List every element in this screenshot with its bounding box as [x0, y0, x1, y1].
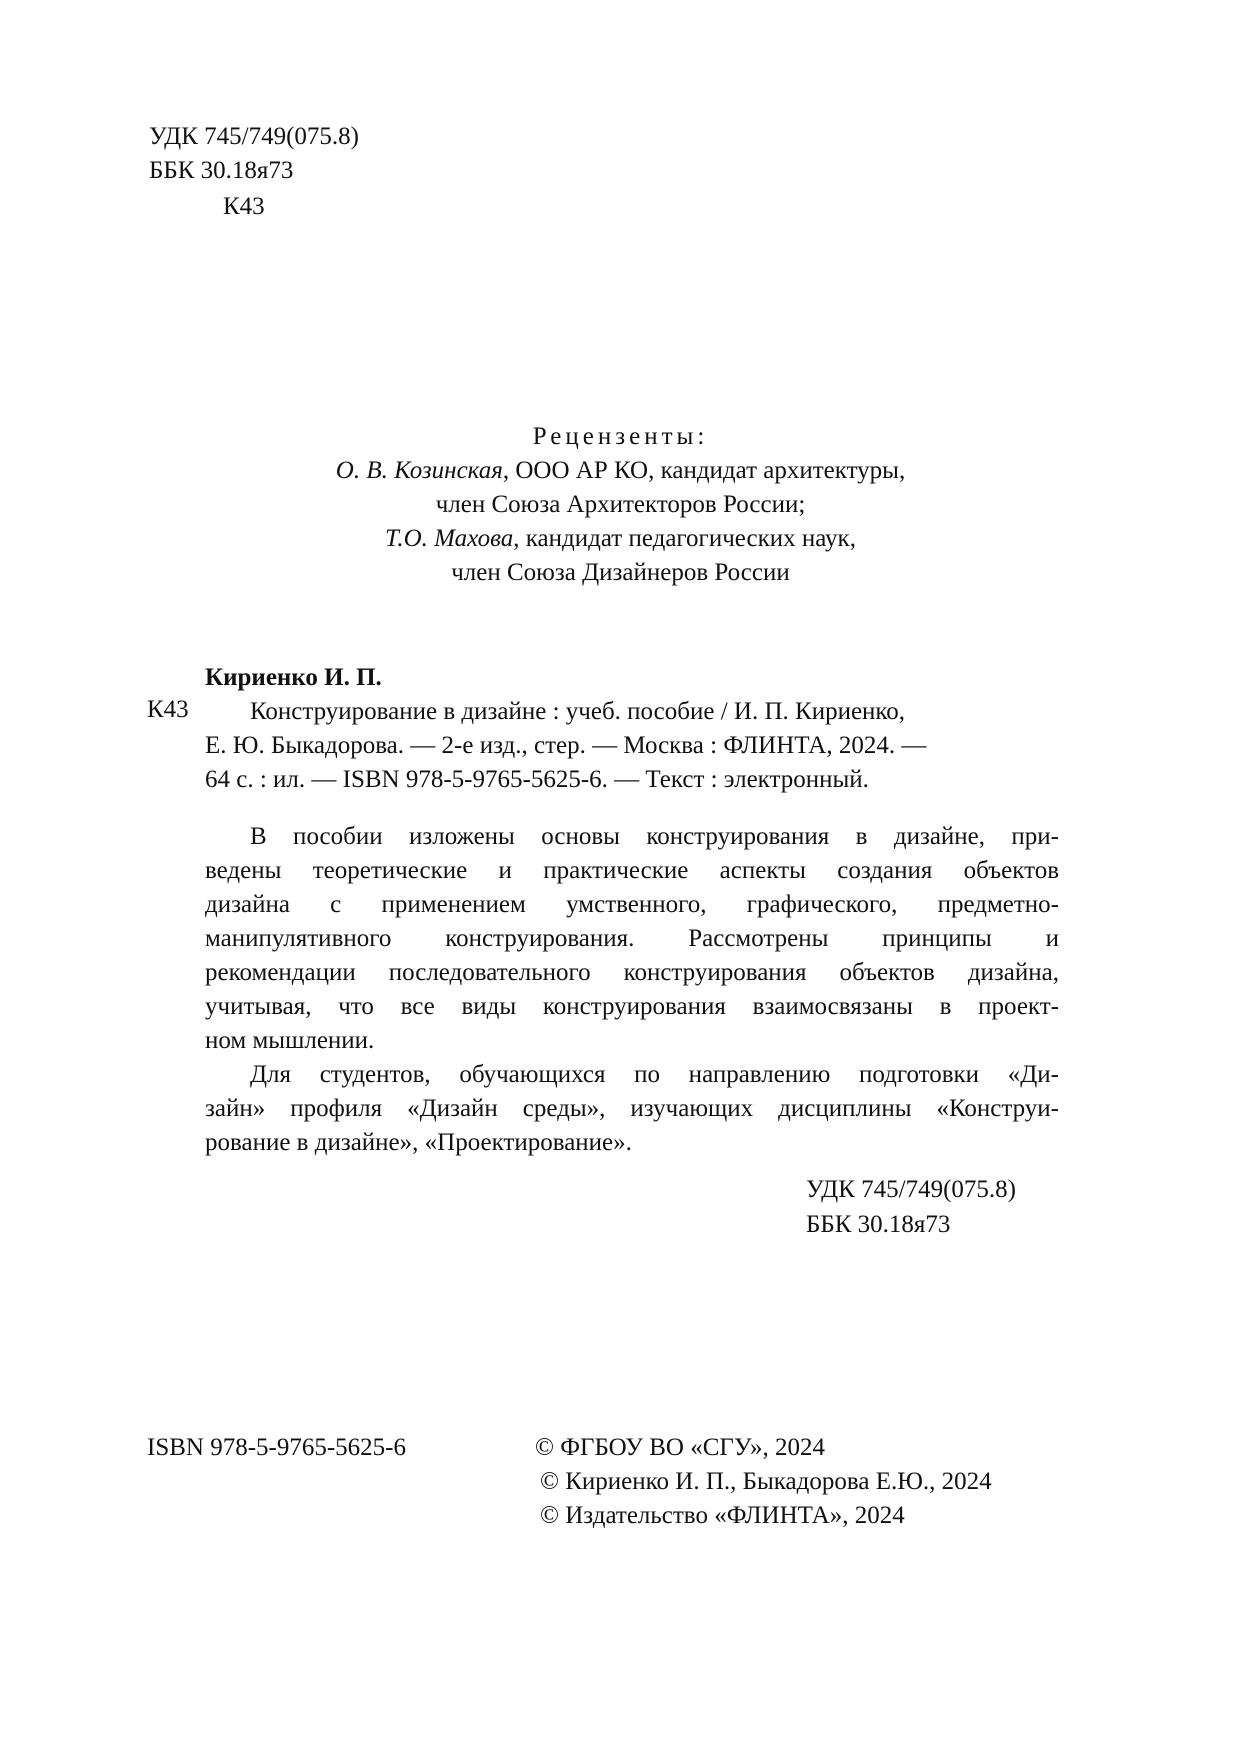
udk-code-top: УДК 745/749(075.8)	[149, 123, 359, 150]
isbn: ISBN 978-5-9765-5625-6	[147, 1434, 407, 1461]
entry-author-sign: К43	[147, 696, 189, 723]
copyright-line: © ФГБОУ ВО «СГУ», 2024	[535, 1434, 825, 1461]
reviewers-heading: Рецензенты:	[532, 423, 709, 450]
entry-desc-line: Конструирование в дизайне : учеб. пособие / И. П. Кириенко,	[250, 698, 906, 725]
reviewer-2-info: , кандидат педагогических наук,	[513, 525, 856, 552]
abstract	[205, 820, 1059, 1160]
copyright-line: © Издательство «ФЛИНТА», 2024	[540, 1502, 905, 1529]
abstract-line: ном мышлении.	[205, 1027, 375, 1054]
abstract-line: учитывая, что все виды конструирования взаимосвязаны в проект-	[205, 993, 1059, 1020]
entry-desc-line: 64 с. : ил. — ISBN 978-5-9765-5625-6. — Текст : электронный.	[205, 766, 869, 793]
bbk-code-top: ББК 30.18я73	[149, 157, 294, 184]
copyright-line: © Кириенко И. П., Быкадорова Е.Ю., 2024	[540, 1468, 992, 1495]
abstract-line: ведены теоретические и практические аспекты создания объектов	[205, 857, 1059, 884]
reviewer-1-membership: член Союза Архитекторов России;	[435, 491, 806, 518]
entry-author: Кириенко И. П.	[205, 664, 382, 691]
abstract-line: Для студентов, обучающихся по направлению подготовки «Ди-	[250, 1061, 1059, 1088]
udk-code-bottom: УДК 745/749(075.8)	[806, 1176, 1016, 1203]
entry-desc-line: Е. Ю. Быкадорова. — 2-е изд., стер. — Москва : ФЛИНТА, 2024. —	[205, 732, 927, 759]
bbk-code-bottom: ББК 30.18я73	[806, 1211, 951, 1238]
abstract-line: манипулятивного конструирования. Рассмотрены принципы и	[205, 925, 1059, 952]
author-sign-top: К43	[223, 193, 265, 220]
abstract-line: рование в дизайне», «Проектирование».	[205, 1129, 632, 1156]
reviewer-2-name: Т.О. Махова	[385, 525, 514, 552]
reviewer-2-membership: член Союза Дизайнеров России	[451, 559, 790, 586]
reviewer-1-name: О. В. Козинская	[335, 457, 503, 484]
reviewer-1-info: , ООО АР КО, кандидат архитектуры,	[502, 457, 906, 484]
reviewer-2	[0, 522, 1241, 556]
abstract-line: дизайна с применением умственного, графического, предметно-	[205, 891, 1059, 918]
abstract-line: В пособии изложены основы конструирования в дизайне, при-	[250, 823, 1059, 850]
reviewers-block	[0, 420, 1241, 590]
abstract-line: рекомендации последовательного конструирования объектов дизайна,	[205, 959, 1059, 986]
entry-description	[205, 695, 1059, 797]
abstract-line: зайн» профиля «Дизайн среды», изучающих дисциплины «Конструи-	[205, 1095, 1059, 1122]
reviewer-1	[0, 454, 1241, 488]
